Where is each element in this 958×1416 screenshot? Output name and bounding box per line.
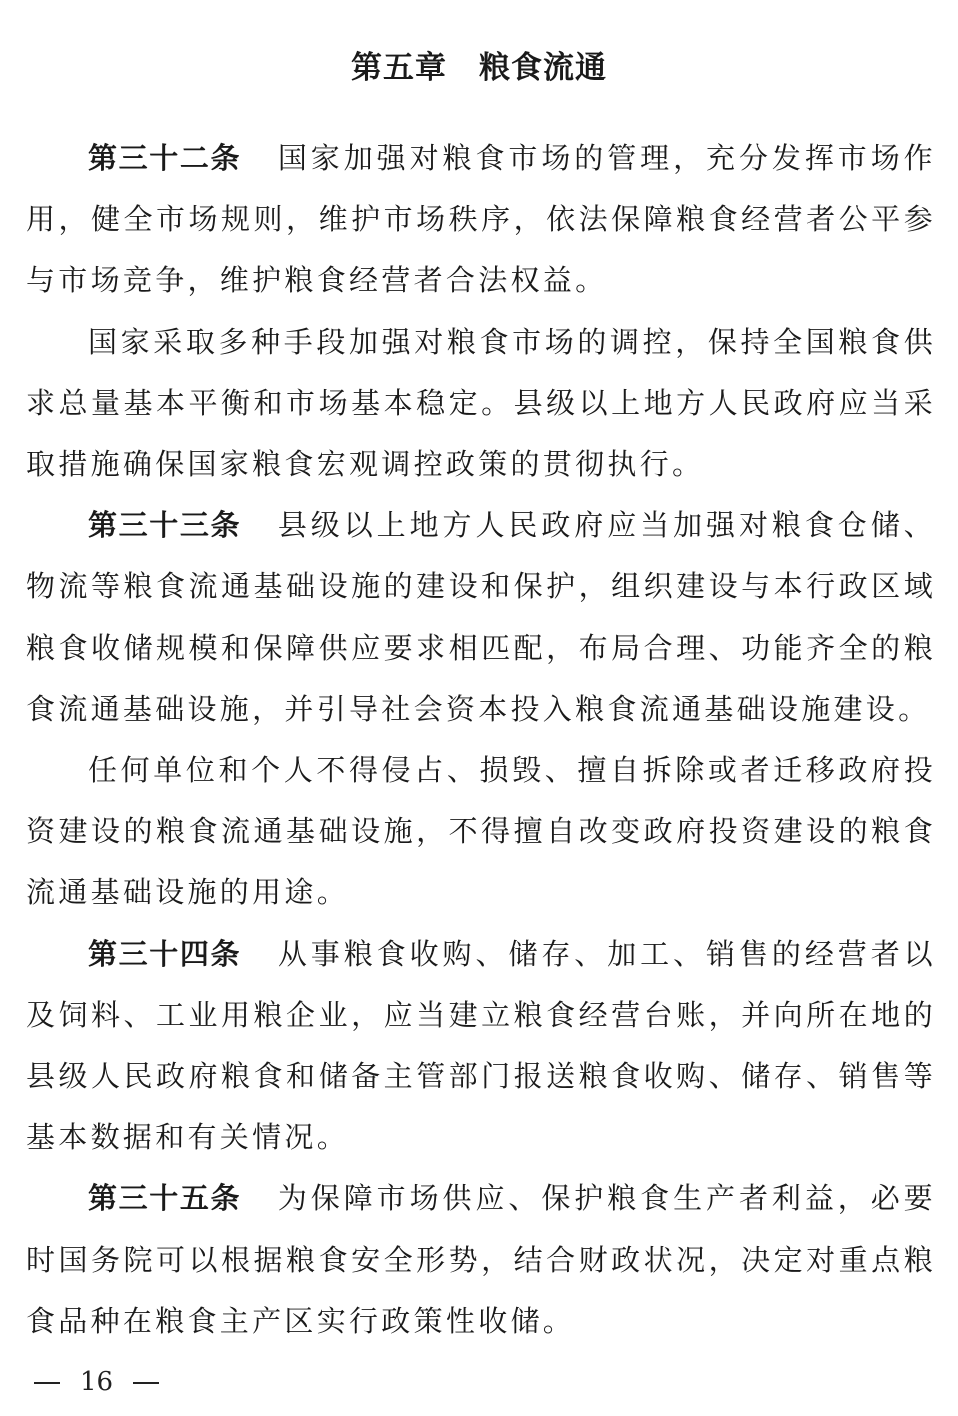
paragraph-text: 国家采取多种手段加强对粮食市场的调控，保持全国粮食供求总量基本平衡和市场基本稳定。县级以上地方人民政府应当采取措施确保国家粮食宏观调控政策的贯彻执行。 bbox=[26, 324, 936, 482]
paragraph-text: 从事粮食收购、储存、加工、销售的经营者以及饲料、工业用粮企业，应当建立粮食经营台账，并向所在地的县级人民政府粮食和储备主管部门报送粮食收购、储存、销售等基本数据和有关情况。 bbox=[26, 936, 936, 1155]
page-number: 16 bbox=[80, 1367, 114, 1397]
paragraph-article-35 bbox=[26, 1168, 936, 1352]
paragraph-article-33-clause-2 bbox=[26, 740, 936, 924]
article-number: 第三十四条 bbox=[88, 936, 242, 971]
chapter-name: 粮食流通 bbox=[479, 50, 607, 86]
document-body bbox=[26, 128, 936, 1352]
footer-dash-left bbox=[34, 1382, 60, 1384]
paragraph-article-32-clause-2 bbox=[26, 312, 936, 496]
page-footer bbox=[34, 1364, 159, 1400]
article-number: 第三十三条 bbox=[88, 508, 242, 543]
paragraph-text: 任何单位和个人不得侵占、损毁、擅自拆除或者迁移政府投资建设的粮食流通基础设施，不得擅自改变政府投资建设的粮食流通基础设施的用途。 bbox=[26, 753, 936, 910]
paragraph-article-32 bbox=[26, 128, 936, 312]
paragraph-article-33 bbox=[26, 495, 936, 740]
paragraph-text: 县级以上地方人民政府应当加强对粮食仓储、物流等粮食流通基础设施的建设和保护，组织建设与本行政区域粮食收储规模和保障供应要求相匹配，布局合理、功能齐全的粮食流通基础设施，并引导社会资本投入粮食流通基础设施建设。 bbox=[26, 508, 936, 726]
footer-dash-right bbox=[133, 1382, 159, 1384]
chapter-number: 第五章 bbox=[351, 50, 447, 86]
article-number: 第三十五条 bbox=[88, 1181, 242, 1216]
paragraph-article-34 bbox=[26, 924, 936, 1169]
paragraph-text: 国家加强对粮食市场的管理，充分发挥市场作用，健全市场规则，维护市场秩序，依法保障粮食经营者公平参与市场竞争，维护粮食经营者合法权益。 bbox=[26, 141, 936, 298]
chapter-title bbox=[0, 44, 958, 92]
article-number: 第三十二条 bbox=[88, 141, 242, 175]
paragraph-text: 为保障市场供应、保护粮食生产者利益，必要时国务院可以根据粮食安全形势，结合财政状况，决定对重点粮食品种在粮食主产区实行政策性收储。 bbox=[26, 1181, 936, 1338]
